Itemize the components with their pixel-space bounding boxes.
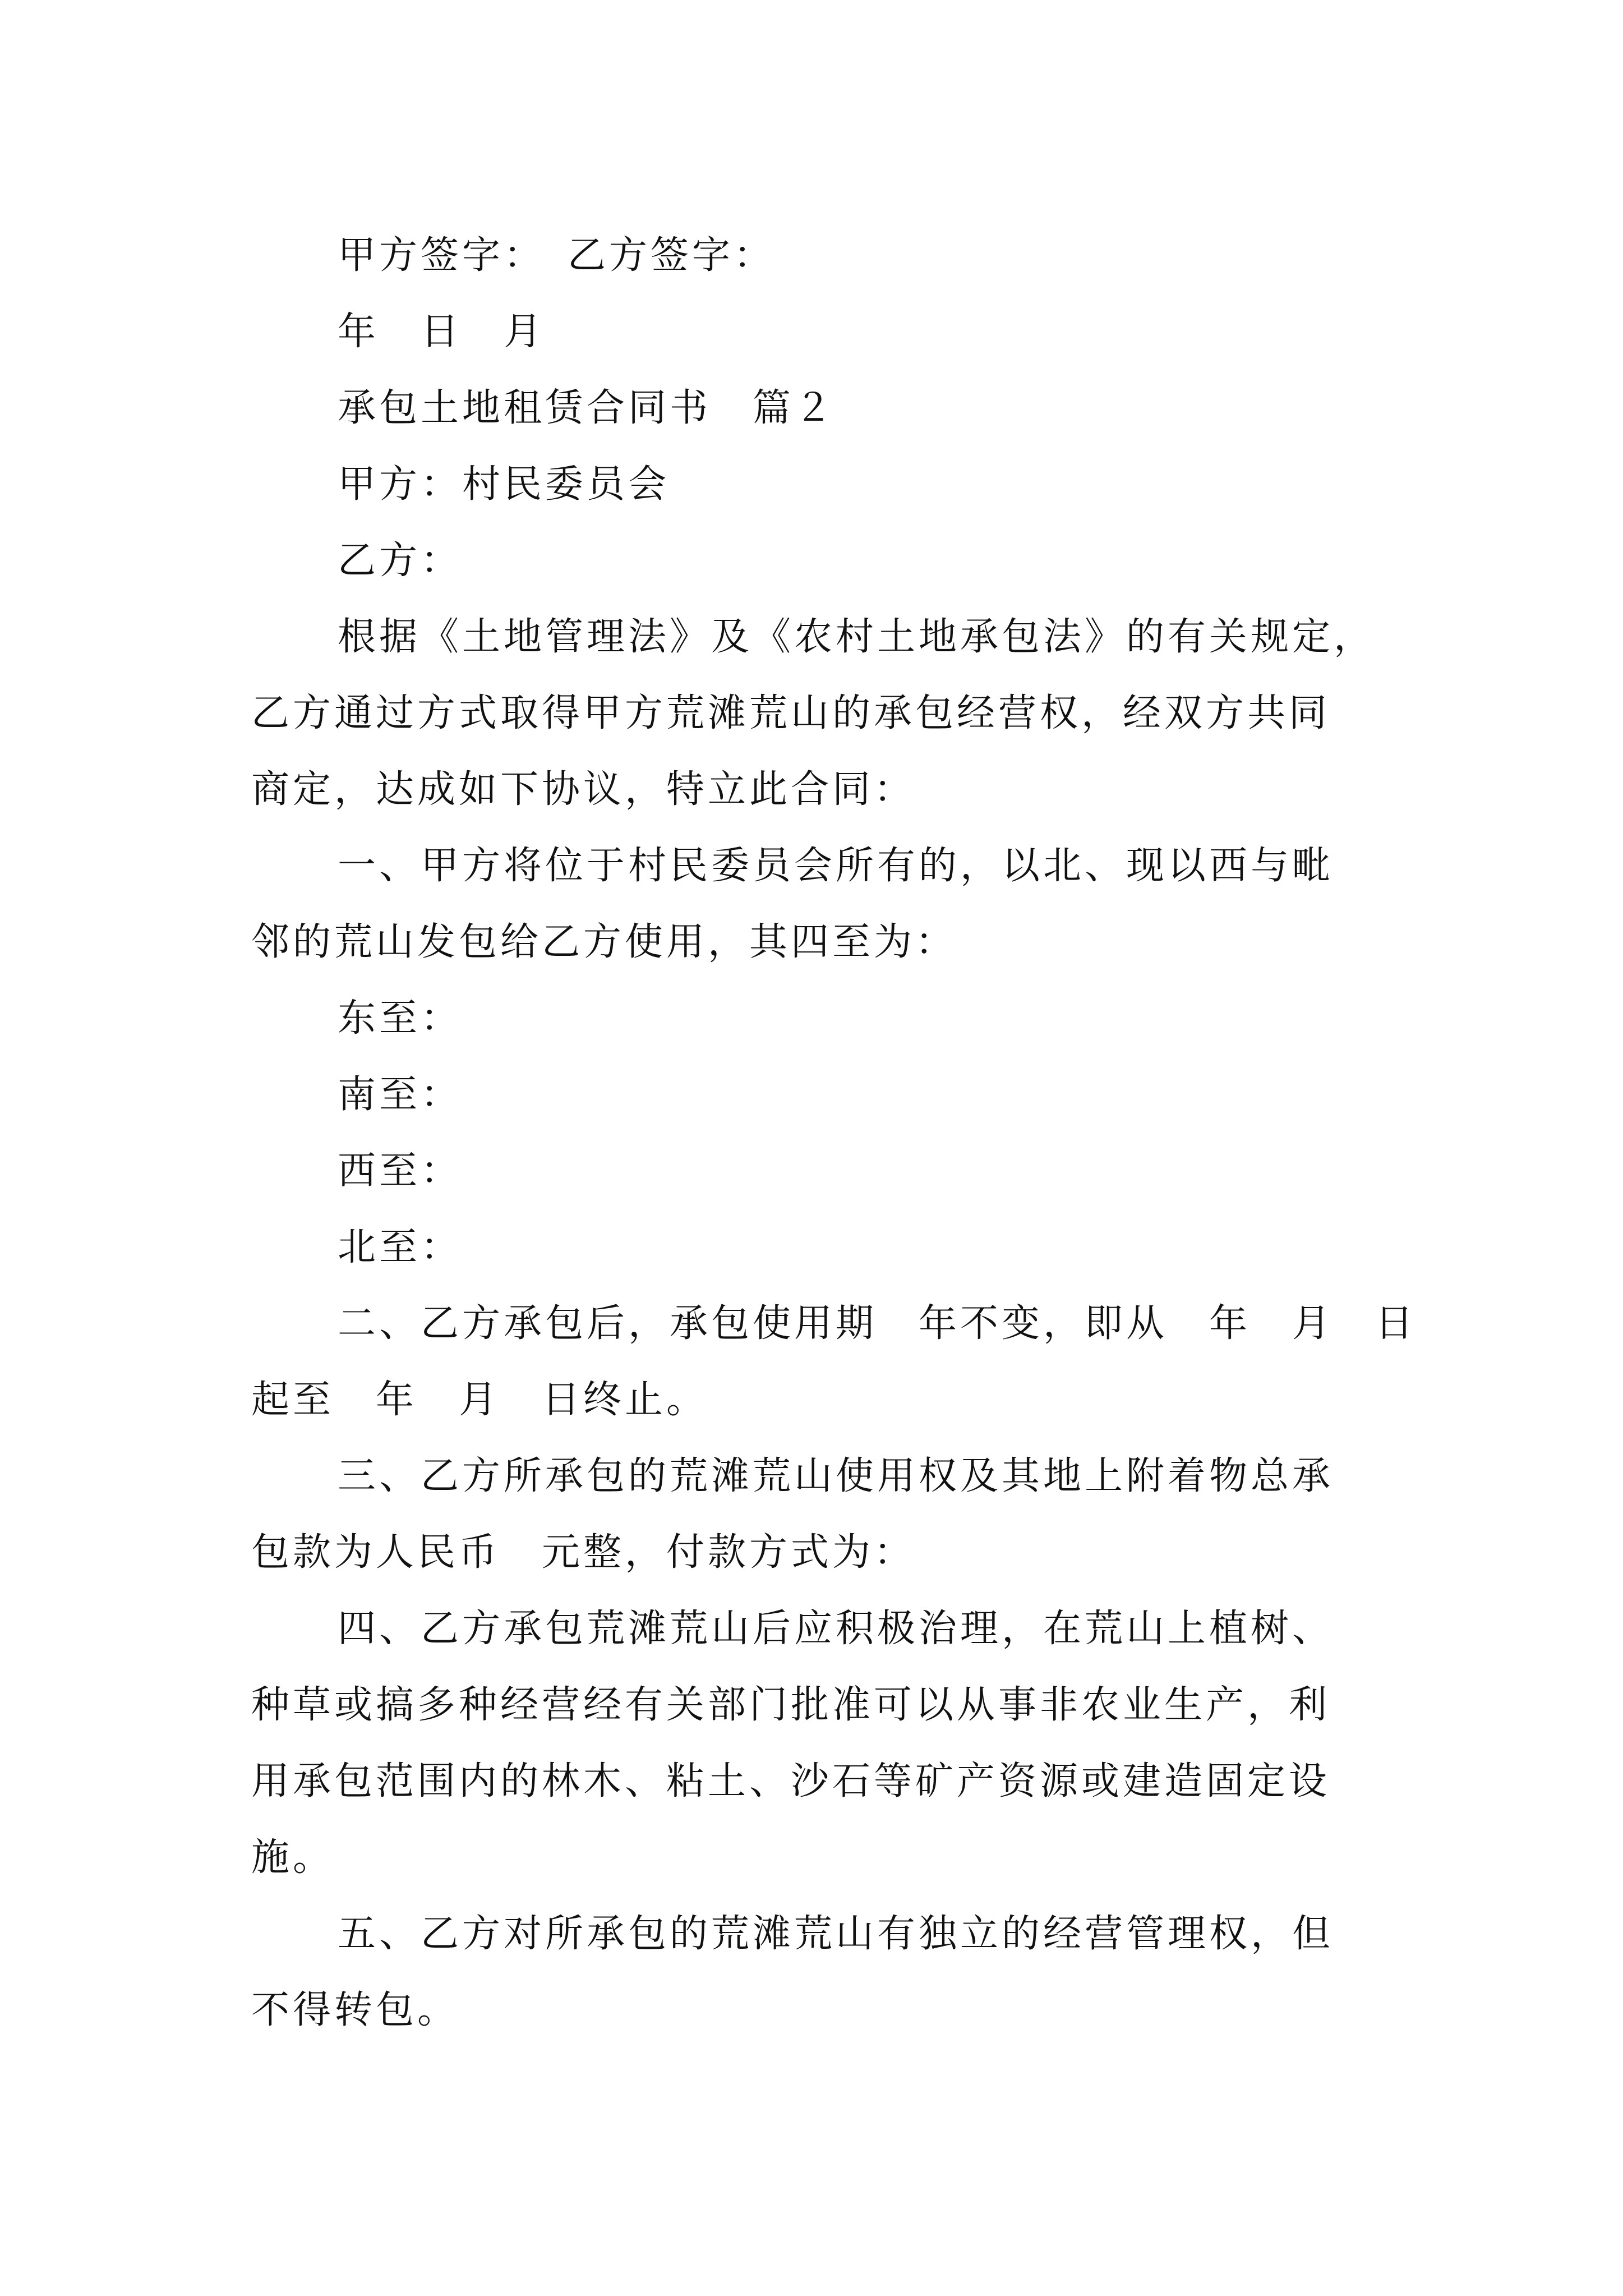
section-title: 承包土地租赁合同书 篇２ xyxy=(338,386,836,430)
clause-4-line-4: 施。 xyxy=(251,1835,335,1880)
clause-4-line-1: 四、乙方承包荒滩荒山后应积极治理，在荒山上植树、 xyxy=(338,1607,1334,1651)
clause-2-line-1: 二、乙方承包后，承包使用期 年不变，即从 年 月 日 xyxy=(338,1301,1417,1346)
boundary-west: 西至： xyxy=(338,1149,463,1193)
intro-line-1: 根据《土地管理法》及《农村土地承包法》的有关规定， xyxy=(338,615,1376,659)
party-b-line: 乙方： xyxy=(338,539,463,583)
clause-3-line-2: 包款为人民币 元整，付款方式为： xyxy=(251,1530,916,1575)
boundary-south: 南至： xyxy=(338,1073,463,1117)
clause-2-line-2: 起至 年 月 日终止。 xyxy=(251,1378,708,1422)
clause-1-paragraph xyxy=(251,828,1401,981)
clause-5-paragraph xyxy=(251,1896,1401,2049)
clause-5-line-2: 不得转包。 xyxy=(251,1988,459,2032)
clause-4-line-2: 种草或搞多种经营经有关部门批准可以从事非农业生产，利 xyxy=(251,1683,1331,1727)
date-line: 年 日 月 xyxy=(338,310,546,354)
clause-3-line-1: 三、乙方所承包的荒滩荒山使用权及其地上附着物总承 xyxy=(338,1454,1334,1498)
intro-line-3: 商定，达成如下协议，特立此合同： xyxy=(251,767,916,812)
intro-paragraph xyxy=(251,599,1401,828)
clause-1-line-2: 邻的荒山发包给乙方使用，其四至为： xyxy=(251,920,957,964)
clause-4-line-3: 用承包范围内的林木、粘土、沙石等矿产资源或建造固定设 xyxy=(251,1759,1331,1803)
clause-5-line-1: 五、乙方对所承包的荒滩荒山有独立的经营管理权，但 xyxy=(338,1912,1334,1956)
intro-line-2: 乙方通过方式取得甲方荒滩荒山的承包经营权，经双方共同 xyxy=(251,691,1331,735)
document-body xyxy=(251,218,1417,2049)
signature-line: 甲方签字： 乙方签字： xyxy=(338,233,776,278)
clause-2-paragraph xyxy=(251,1286,1417,1438)
party-a-line: 甲方：村民委员会 xyxy=(338,462,670,507)
clause-4-paragraph xyxy=(251,1591,1401,1896)
boundary-north: 北至： xyxy=(338,1225,463,1269)
clause-1-line-1: 一、甲方将位于村民委员会所有的，以北、现以西与毗 xyxy=(338,844,1334,888)
clause-3-paragraph xyxy=(251,1438,1401,1591)
boundary-east: 东至： xyxy=(338,996,463,1041)
